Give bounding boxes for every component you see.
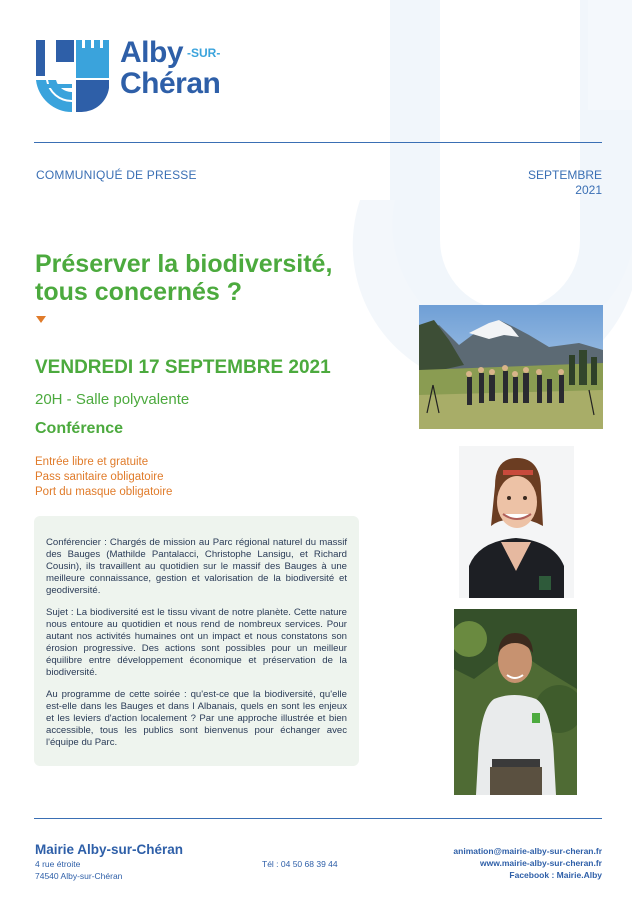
footer-facebook[interactable]: Facebook : Mairie.Alby: [509, 870, 602, 880]
footer-contact: [453, 845, 602, 881]
footer-email[interactable]: animation@mairie-alby-sur-cheran.fr: [453, 846, 602, 856]
footer-divider: [34, 818, 602, 819]
event-notes: [35, 455, 172, 500]
group-landscape-photo: [419, 305, 603, 429]
header-divider: [34, 142, 602, 143]
event-time: 20H - Salle polyvalente: [35, 391, 190, 408]
title-line-2: tous concernés ?: [35, 278, 242, 306]
note-health-pass: Pass sanitaire obligatoire: [35, 471, 164, 483]
header-date: [528, 168, 602, 198]
info-subject: Sujet : La biodiversité est le tissu vivant de notre planète. Cette nature nous entoure au quotidien et nous rend de nombreux services. Pour autant nos activités humaines ont un impact et nous constatons son érosion progressive. Des actions sont possibles pour un meilleur équilibre entre développement économique et préservation de la biodiversité.: [46, 607, 347, 678]
footer-phone: Tél : 04 50 68 39 44: [262, 859, 338, 869]
footer-street: 4 rue étroite: [35, 859, 81, 869]
logo-wordmark: [120, 38, 220, 100]
note-free-entry: Entrée libre et gratuite: [35, 456, 149, 468]
info-speakers: Conférencier : Chargés de mission au Parc régional naturel du massif des Bauges (Mathilde Pantalacci, Christophe Lansigu, et Richard Cousin), ils travaillent au quotidien sur le massif des Bauges à une meilleure connaissance, gestion et valorisation de la biodiversité et geodiversité.: [46, 537, 347, 596]
press-release-label: COMMUNIQUÉ DE PRESSE: [36, 168, 197, 182]
footer-org-name: Mairie Alby-sur-Chéran: [35, 842, 184, 857]
title-line-1: Préserver la biodiversité,: [35, 250, 333, 278]
speaker-man-photo: [454, 609, 577, 795]
logo-sur: -SUR-: [187, 46, 221, 60]
event-type: Conférence: [35, 420, 124, 437]
header-month: SEPTEMBRE: [527, 168, 602, 182]
info-box: [34, 516, 359, 766]
page-title: [35, 250, 405, 306]
event-date: VENDREDI 17 SEPTEMBRE 2021: [35, 357, 331, 378]
logo-icon: [34, 40, 114, 112]
arrow-down-icon: [36, 316, 46, 323]
note-mask: Port du masque obligatoire: [35, 486, 173, 498]
info-program: Au programme de cette soirée : qu'est-ce que la biodiversité, qu'elle est-elle dans les Bauges et dans l Albanais, quels en sont les enjeux et les leviers d'action localement ? Par une approche illustrée et bien accessible, tous les publics sont bienvenus pour échanger avec l'équipe du Parc.: [46, 689, 347, 748]
footer-website[interactable]: www.mairie-alby-sur-cheran.fr: [479, 858, 602, 868]
logo-cheran: Chéran: [120, 67, 221, 100]
footer-address: [35, 858, 122, 882]
speaker-woman-photo: [459, 446, 574, 598]
logo-alby: Alby: [120, 36, 184, 69]
header-year: 2021: [575, 183, 602, 197]
footer-city: 74540 Alby-sur-Chéran: [35, 871, 123, 881]
